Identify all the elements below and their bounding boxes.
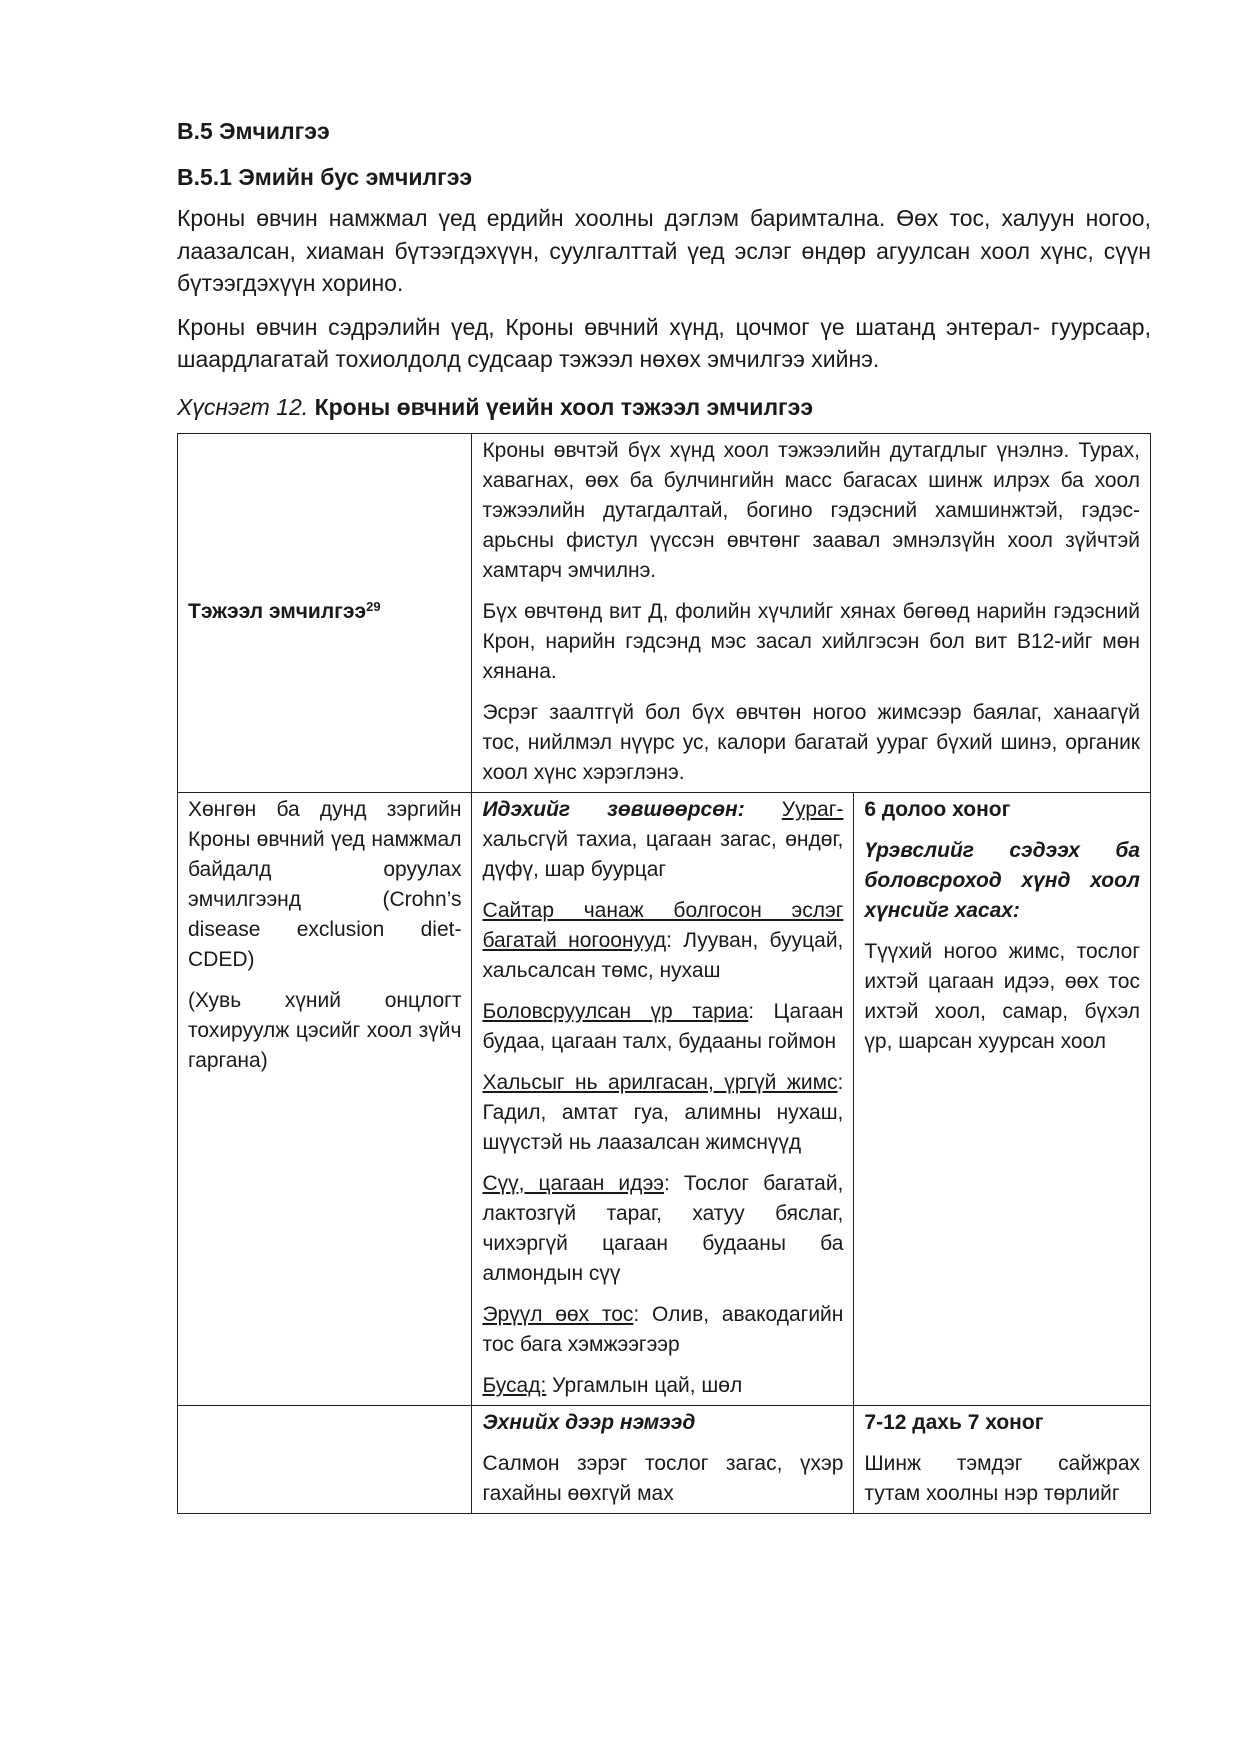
row2-col1-cell (178, 792, 472, 1405)
allowed-item-text: хальсгүй тахиа, цагаан загас, өндөг, дүфү, шар буурцаг (482, 827, 844, 881)
nutrition-table (177, 433, 1151, 1514)
section-title: B.5 Эмчилгээ (177, 118, 330, 144)
page-content (177, 116, 1151, 1514)
allowed-item-text: : Тослог багатай, лактозгүй тараг, хатуу бяслаг, чихэргүй цагаан будааны ба алмондын сүү (482, 1171, 844, 1285)
avoid-label: Үрэвслийг сэдээх ба боловсроход хүнд хоол хүнсийг хасах: (864, 838, 1140, 922)
allowed-item (482, 1371, 843, 1401)
footnote-ref: 29 (366, 598, 381, 614)
row3-text: Салмон зэрэг тослог загас, үхэр гахайны өөхгүй мах (482, 1451, 844, 1505)
allowed-item (482, 997, 843, 1057)
allowed-item (482, 896, 843, 986)
allowed-item (482, 795, 843, 885)
allowed-item (482, 1300, 843, 1360)
caption-prefix: Хүснэгт 12. (177, 393, 309, 420)
subsection-title: B.5.1 Эмийн бус эмчилгээ (177, 164, 473, 190)
allowed-item-text: : Лууван, бууцай, хальсалсан төмс, нухаш (482, 928, 844, 982)
row3-heading: Эхнийх дээр нэмээд (482, 1410, 696, 1434)
allowed-item-title: Эрүүл өөх тос (482, 1302, 634, 1326)
row1-content-cell (472, 433, 1151, 792)
row3-col1-cell (178, 1405, 472, 1513)
row1-paragraph-2: Бүх өвчтөнд вит Д, фолийн хүчлийг хянах бөгөөд нарийн гэдэсний Крон, нарийн гэдсэнд мэс засал хийлгэсэн бол вит B12-ийг мөн хянана. (482, 599, 1140, 683)
allowed-item-text: : Цагаан будаа, цагаан талх, будааны гоймон (482, 999, 844, 1053)
allowed-item-title: Хальсыг нь арилгасан, үргүй жимс (482, 1070, 838, 1094)
row1-paragraph-1: Кроны өвчтэй бүх хүнд хоол тэжээлийн дутагдлыг үнэлнэ. Турах, хавагнах, өөх ба булчингийн масс багасах шинж илрэх ба хоол тэжээлийн дутагдалтай, богино гэдэсний хамшинжтэй, гэдэс-арьсны фистул үүссэн өвчтөнг заавал эмнэлзүйн хоол зүйчтэй хамтарч эмчилнэ. (482, 438, 1140, 582)
caption-title: Кроны өвчний үеийн хоол тэжээл эмчилгээ (314, 393, 814, 420)
row1-label: Тэжээл эмчилгээ (188, 599, 367, 623)
table-row (178, 1405, 1151, 1513)
row2-col1-paragraph-1: Хөнгөн ба дунд зэргийн Кроны өвчний үед намжмал байдалд оруулах эмчилгээнд (Crohn’s disease exclusion diet-CDED) (188, 797, 462, 971)
row3-period: 7-12 дахь 7 хоног (864, 1410, 1044, 1434)
row1-paragraph-3: Эсрэг заалтгүй бол бүх өвчтөн ногоо жимсээр баялаг, ханаагүй тос, нийлмэл нүүрс ус, калори багатай уураг бүхий шинэ, органик хоол хүнс хэрэглэнэ. (482, 700, 1140, 784)
row1-label-cell (178, 433, 472, 792)
allowed-item-text: Ургамлын цай, шөл (546, 1373, 743, 1397)
allowed-item-title: Уураг- (781, 797, 844, 821)
allowed-label: Идэхийг зөвшөөрсөн: (482, 797, 745, 821)
row3-col3-text: Шинж тэмдэг сайжрах тутам хоолны нэр төрлийг (864, 1451, 1140, 1505)
allowed-item-text: : Олив, авакодагийн тос бага хэмжээгээр (482, 1302, 844, 1356)
allowed-item-text: : Гадил, амтат гуа, алимны нухаш, шүүстэй нь лаазалсан жимснүүд (482, 1070, 844, 1154)
table-row (178, 792, 1151, 1405)
table-caption (177, 392, 1151, 422)
table-row (178, 433, 1151, 792)
row2-col3-cell (854, 792, 1151, 1405)
allowed-item-title: Бусад: (482, 1373, 547, 1397)
row3-col2-cell (472, 1405, 854, 1513)
allowed-item-title: Сүү, цагаан идээ (482, 1171, 665, 1195)
allowed-item-title: Боловсруулсан үр тариа (482, 999, 749, 1023)
paragraph-1: Кроны өвчин намжмал үед ердийн хоолны дэглэм баримтална. Өөх тос, халуун ногоо, лаазалсан, хиаман бүтээгдэхүүн, суулгалттай үед эслэг өндөр агуулсан хоол хүнс, сүүн бүтээгдэхүүн хорино. (177, 205, 1151, 296)
allowed-item (482, 1068, 843, 1158)
row2-col1-paragraph-2: (Хувь хүний онцлогт тохируулж цэсийг хоол зүйч гаргана) (188, 988, 462, 1072)
row2-period: 6 долоо хоног (864, 797, 1011, 821)
allowed-item (482, 1169, 843, 1289)
allowed-item-title: Сайтар чанаж болгосон эслэг багатай ногоонууд (482, 898, 844, 952)
row3-col3-cell (854, 1405, 1151, 1513)
row2-col2-cell (472, 792, 854, 1405)
avoid-text: Түүхий ногоо жимс, тослог ихтэй цагаан идээ, өөх тос ихтэй хоол, самар, бүхэл үр, шарсан хуурсан хоол (864, 939, 1140, 1053)
paragraph-2: Кроны өвчин сэдрэлийн үед, Кроны өвчний хүнд, цочмог үе шатанд энтерал- гуурсаар, шаардлагатай тохиолдолд судсаар тэжээл нөхөх эмчилгээ хийнэ. (177, 313, 1151, 372)
